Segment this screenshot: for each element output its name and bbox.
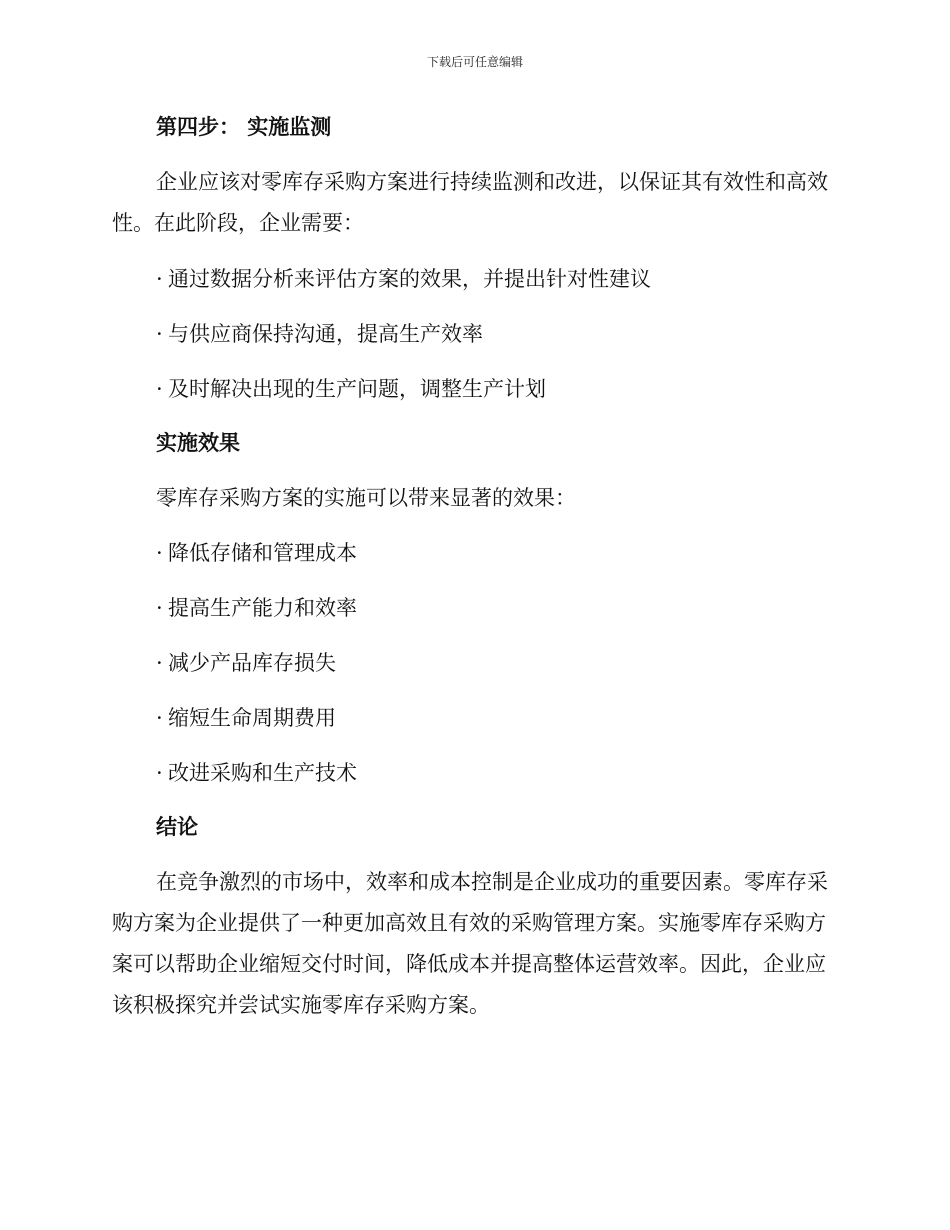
bullet-dot: · [156,596,163,620]
bullet-dot: · [156,377,163,401]
conclusion-paragraph: 在竞争激烈的市场中，效率和成本控制是企业成功的重要因素。零库存采购方案为企业提供了一种更加高效且有效的采购管理方案。实施零库存采购方案可以帮助企业缩短交付时间，降低成本并提高整体运营效率。因此，企业应该积极探究并尝试实施零库存采购方案。 [112,870,828,1017]
effects-bullet-item [156,649,336,677]
bullet-text: 与供应商保持沟通，提高生产效率 [168,322,483,346]
bullet-text: 缩短生命周期费用 [168,706,336,730]
bullet-dot: · [156,706,163,730]
bullet-text: 改进采购和生产技术 [168,761,357,785]
step4-intro-paragraph: 企业应该对零库存采购方案进行持续监测和改进，以保证其有效性和高效性。在此阶段，企业需要： [112,170,828,235]
section-heading-step4: 第四步： 实施监测 [156,115,332,139]
step4-bullet-item [156,265,651,293]
bullet-dot: · [156,267,163,291]
bullet-dot: · [156,651,163,675]
section-heading-effects: 实施效果 [156,431,240,455]
section-heading-conclusion: 结论 [156,815,198,839]
effects-bullet-item [156,539,357,567]
effects-bullet-item [156,704,336,732]
bullet-dot: · [156,322,163,346]
step4-bullet-item [156,320,483,348]
bullet-text: 及时解决出现的生产问题，调整生产计划 [168,377,546,401]
effects-intro-paragraph: 零库存采购方案的实施可以带来显著的效果： [156,486,576,510]
bullet-text: 降低存储和管理成本 [168,541,357,565]
bullet-text: 提高生产能力和效率 [168,596,357,620]
bullet-text: 减少产品库存损失 [168,651,336,675]
bullet-dot: · [156,541,163,565]
page-header: 下载后可任意编辑 [426,55,523,69]
bullet-dot: · [156,761,163,785]
effects-bullet-item [156,594,357,622]
effects-bullet-item [156,759,357,787]
step4-bullet-item [156,375,546,403]
bullet-text: 通过数据分析来评估方案的效果，并提出针对性建议 [168,267,651,291]
